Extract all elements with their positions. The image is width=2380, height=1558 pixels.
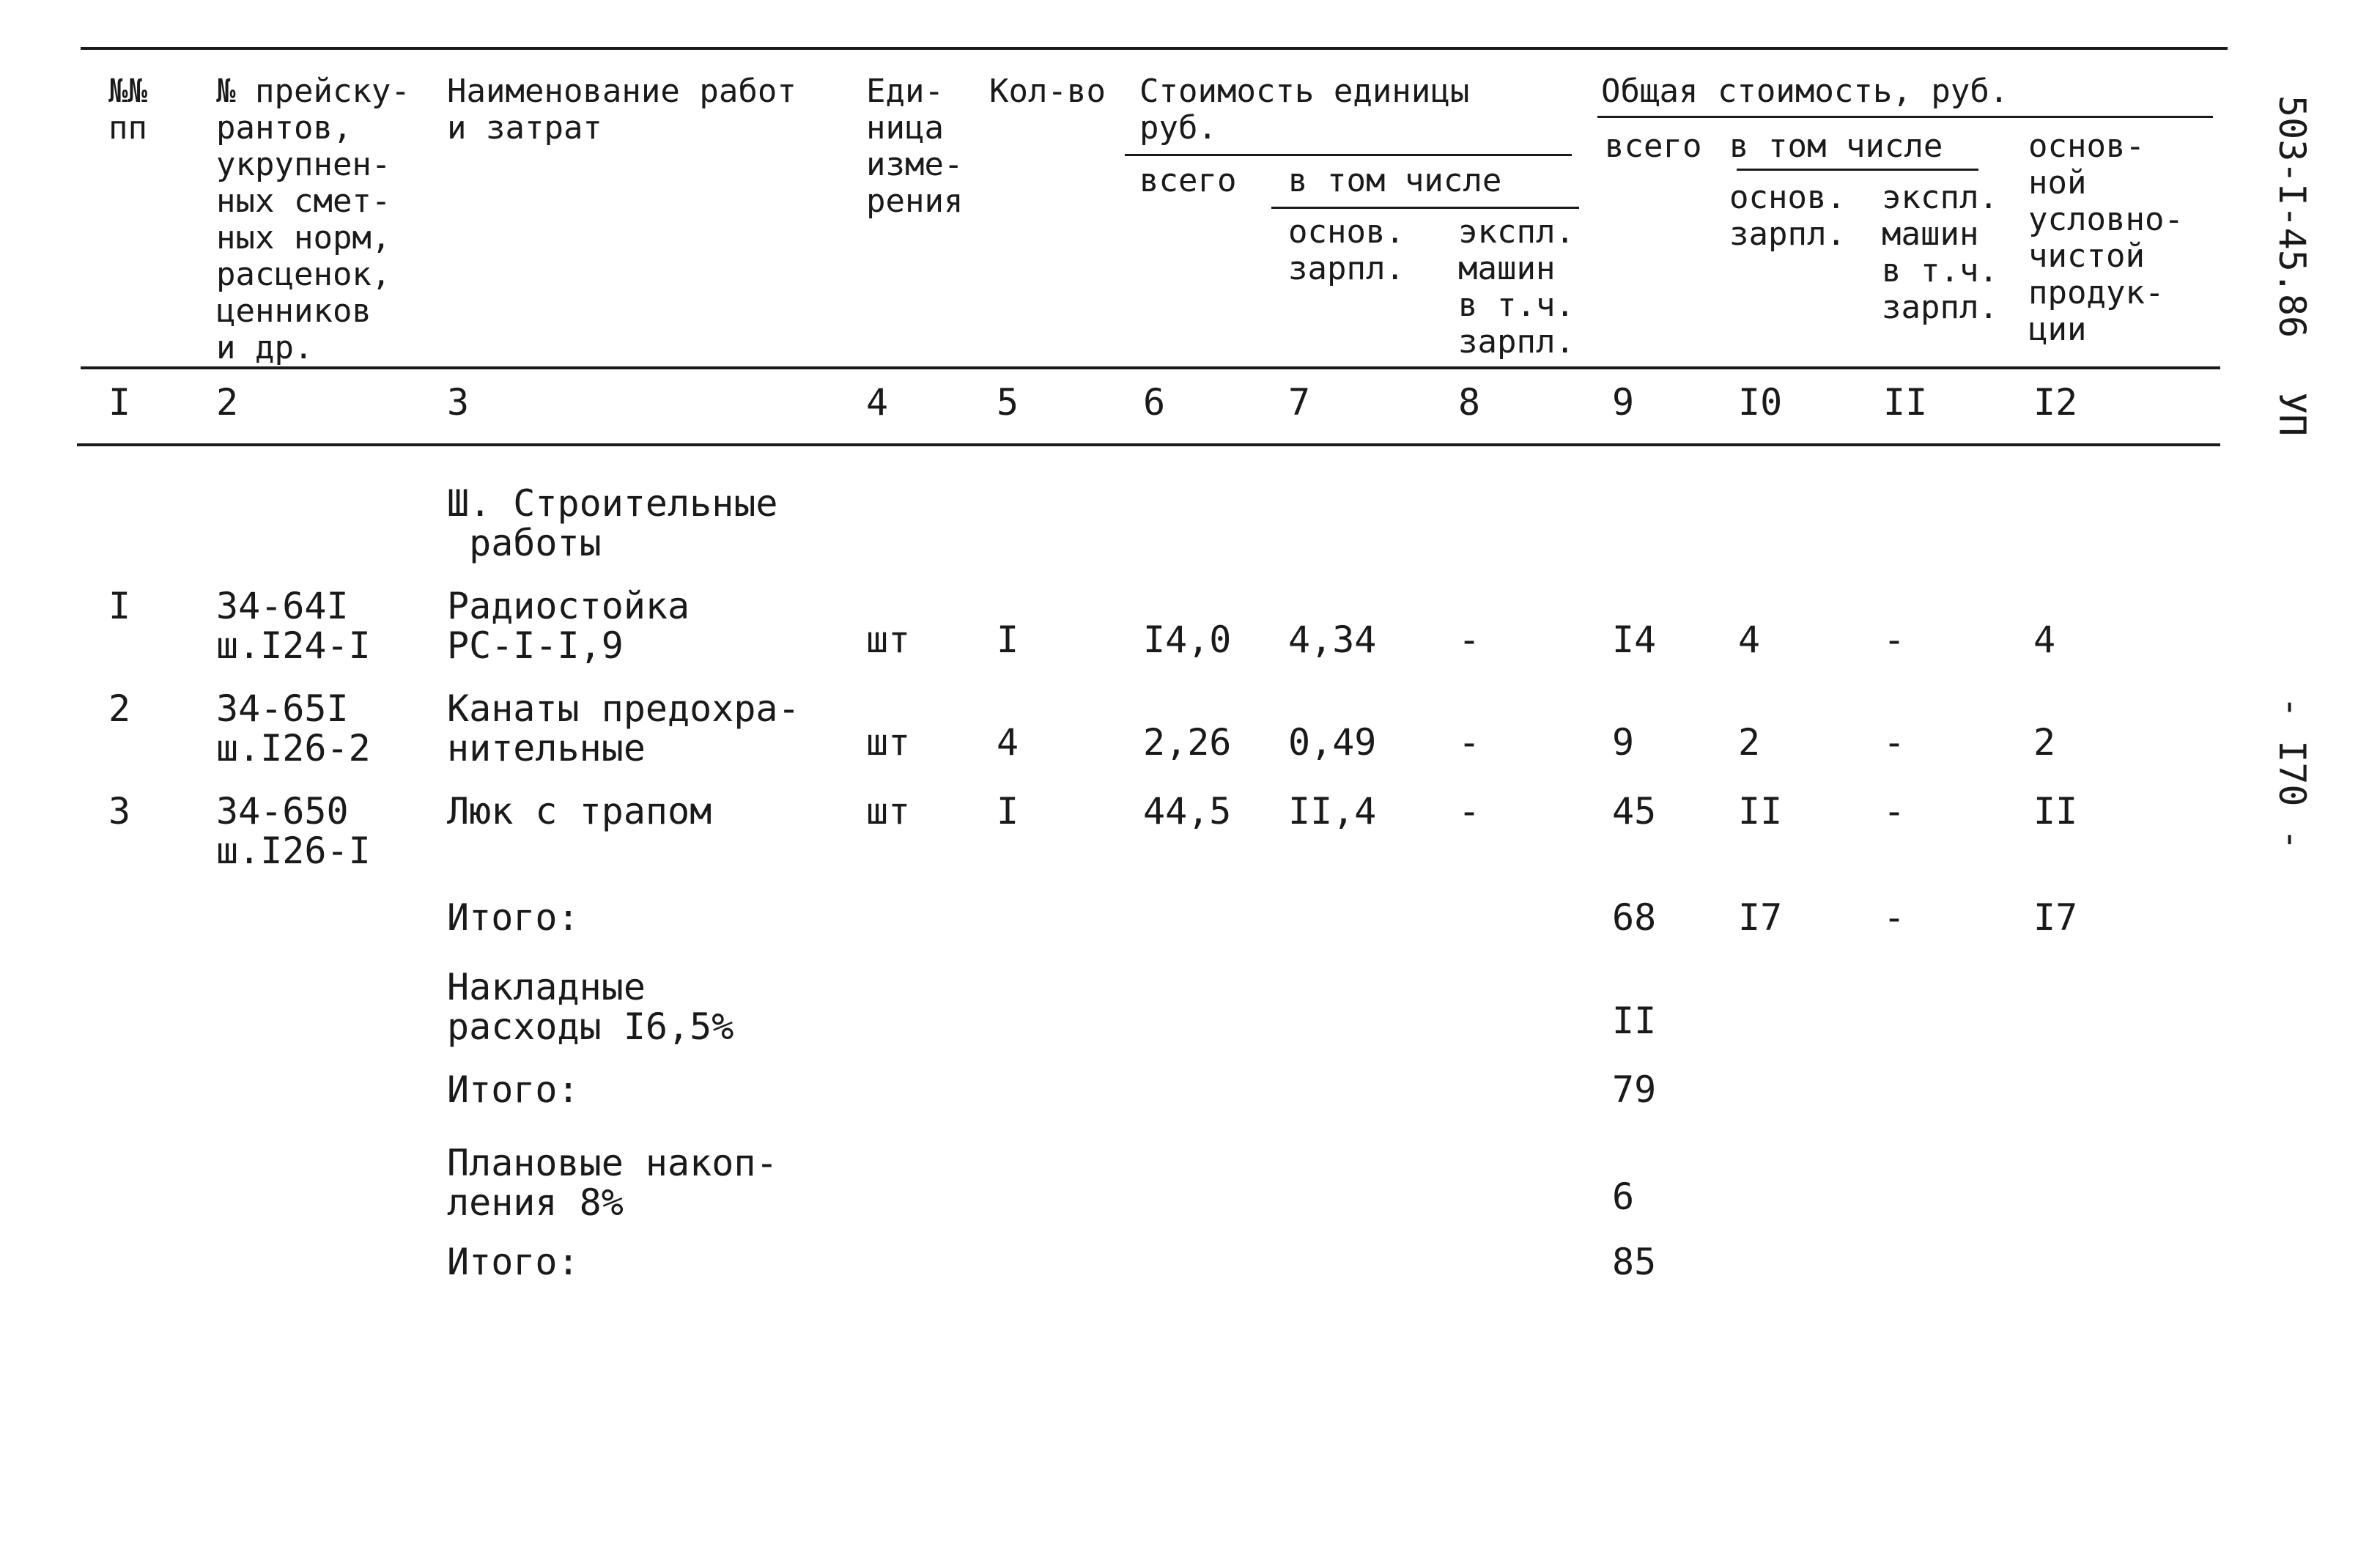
row-price-ref: 34-65I ш.I26-2	[216, 687, 371, 769]
summary-total-mach: -	[1883, 896, 1906, 939]
row-total: 9	[1612, 721, 1635, 764]
row-unit-mach: -	[1458, 790, 1481, 832]
header-total-mach: экспл. машин в т.ч. зарпл.	[1882, 179, 1998, 326]
column-number: I	[108, 381, 131, 424]
summary-total-wage: I7	[1738, 896, 1783, 939]
summary-total: 85	[1612, 1241, 1657, 1283]
header-total-main: основ- ной условно- чистой продук- ции	[2028, 128, 2184, 348]
row-unit-wage: 4,34	[1288, 619, 1377, 661]
album-number: УП	[2271, 392, 2313, 437]
column-number: II	[1883, 381, 1928, 424]
row-total-mach: -	[1883, 790, 1906, 832]
total-incl-rule	[1737, 169, 1978, 171]
summary-label: Итого:	[447, 896, 580, 939]
row-total-main: II	[2033, 790, 2078, 832]
section-title: Ш. Строительные работы	[447, 482, 778, 564]
header-total-wage: основ. зарпл.	[1729, 179, 1846, 253]
row-unit: шт	[866, 790, 911, 832]
header-unit-mach: экспл. машин в т.ч. зарпл.	[1458, 213, 1575, 361]
document-code: 503-I-45.86	[2271, 95, 2313, 339]
column-number: 8	[1458, 381, 1481, 424]
total-cost-rule	[1597, 116, 2213, 118]
summary-label: Плановые накоп- ления 8%	[447, 1142, 778, 1224]
header-total-incl: в том числе	[1729, 128, 1943, 165]
column-number: 7	[1288, 381, 1311, 424]
summary-label: Итого:	[447, 1068, 580, 1111]
column-number: 4	[866, 381, 889, 424]
summary-total: 6	[1612, 1175, 1635, 1218]
column-number: 5	[997, 381, 1019, 424]
summary-label: Накладные расходы I6,5%	[447, 966, 734, 1048]
column-number: I0	[1738, 381, 1783, 424]
row-number: 2	[108, 687, 131, 730]
row-total-wage: 2	[1738, 721, 1761, 764]
row-qty: I	[997, 619, 1019, 661]
row-price-ref: 34-64I ш.I24-I	[216, 585, 371, 667]
page-number: - I70 -	[2271, 696, 2313, 851]
header-total-total: всего	[1605, 128, 1702, 165]
row-total: 45	[1612, 790, 1657, 832]
row-total-wage: 4	[1738, 619, 1761, 661]
row-name: Канаты предохра- нительные	[447, 687, 800, 769]
header-total-cost: Общая стоимость, руб.	[1601, 73, 2009, 110]
numbers-bottom-rule	[77, 443, 2220, 446]
row-total-main: 4	[2033, 619, 2056, 661]
row-unit-wage: II,4	[1288, 790, 1377, 832]
column-number: 6	[1143, 381, 1166, 424]
header-col-qty: Кол-во	[989, 73, 1106, 110]
header-unit-cost: Стоимость единицы руб.	[1139, 73, 1470, 147]
column-number: 3	[447, 381, 470, 424]
row-unit: шт	[866, 619, 911, 661]
row-total-mach: -	[1883, 619, 1906, 661]
row-number: I	[108, 585, 131, 627]
row-qty: 4	[997, 721, 1019, 764]
unit-incl-rule	[1271, 207, 1579, 209]
row-unit-cost: 44,5	[1143, 790, 1232, 832]
row-name: Люк с трапом	[447, 790, 712, 832]
unit-cost-rule	[1125, 154, 1572, 156]
header-col-unit: Еди- ница изме- рения	[866, 73, 964, 220]
row-unit-cost: I4,0	[1143, 619, 1232, 661]
row-unit-mach: -	[1458, 619, 1481, 661]
summary-total: II	[1612, 1000, 1657, 1042]
row-unit-wage: 0,49	[1288, 721, 1377, 764]
summary-total: 79	[1612, 1068, 1657, 1111]
summary-total: 68	[1612, 896, 1657, 939]
summary-label: Итого:	[447, 1241, 580, 1283]
summary-total-main: I7	[2033, 896, 2078, 939]
header-bottom-rule	[81, 366, 2220, 369]
row-qty: I	[997, 790, 1019, 832]
row-total: I4	[1612, 619, 1657, 661]
column-number: I2	[2033, 381, 2078, 424]
row-total-main: 2	[2033, 721, 2056, 764]
row-unit-cost: 2,26	[1143, 721, 1232, 764]
row-total-wage: II	[1738, 790, 1783, 832]
column-number: 2	[216, 381, 239, 424]
header-unit-incl: в том числе	[1288, 162, 1502, 199]
column-number: 9	[1612, 381, 1635, 424]
header-col-price-ref: № прейску- рантов, укрупнен- ных смет- ных норм, расценок, ценников и др.	[216, 73, 410, 366]
row-unit: шт	[866, 721, 911, 764]
header-unit-total: всего	[1139, 162, 1237, 199]
header-col-name: Наименование работ и затрат	[447, 73, 797, 147]
header-col-number: №№ пп	[108, 73, 147, 147]
row-unit-mach: -	[1458, 721, 1481, 764]
header-unit-wage: основ. зарпл.	[1288, 213, 1405, 287]
row-price-ref: 34-650 ш.I26-I	[216, 790, 371, 872]
row-total-mach: -	[1883, 721, 1906, 764]
top-rule	[81, 47, 2228, 50]
row-number: 3	[108, 790, 131, 832]
row-name: Радиостойка РС-I-I,9	[447, 585, 690, 667]
